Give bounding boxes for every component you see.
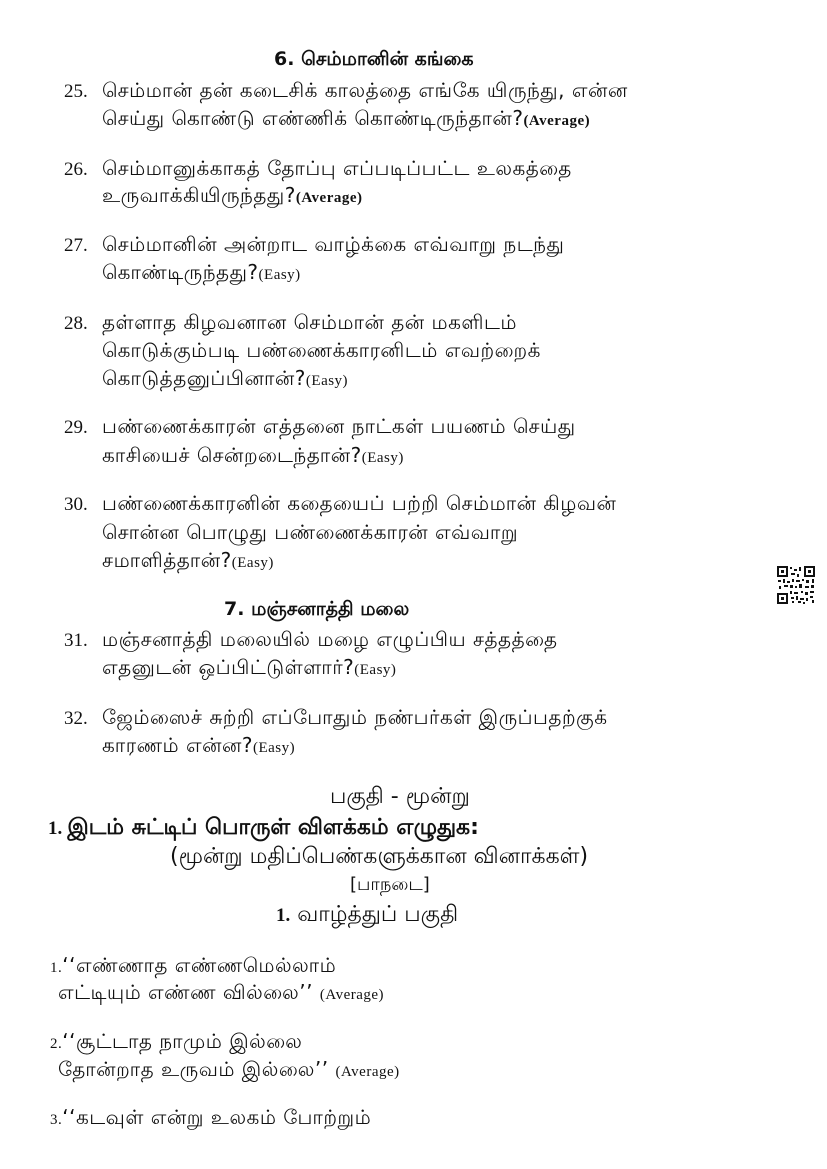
difficulty-tag: (Easy) xyxy=(258,267,301,283)
quote-text: ‘‘கடவுள் என்று உலகம் போற்றும் xyxy=(62,1105,372,1129)
quote-number: 2. xyxy=(50,1036,63,1052)
quote-number: 3. xyxy=(50,1112,63,1128)
question-number: 30. xyxy=(64,494,88,515)
section-number: 6. xyxy=(274,48,295,70)
question-line: சொன்ன பொழுது பண்ணைக்காரன் எவ்வாறு xyxy=(102,520,519,544)
question-number: 26. xyxy=(64,159,88,180)
section-number: 7. xyxy=(224,598,245,620)
question-text: காரணம் என்ன? xyxy=(102,733,253,757)
instruction-line xyxy=(48,815,479,843)
question-text: எதனுடன் ஒப்பிட்டுள்ளார்? xyxy=(102,655,355,679)
question-number: 25. xyxy=(64,81,88,102)
section-6-heading xyxy=(274,48,474,73)
question-text: கொண்டிருந்தது? xyxy=(102,260,259,284)
section-title: செம்மானின் கங்கை xyxy=(301,48,474,70)
section-7-heading xyxy=(224,598,409,623)
section-title: மஞ்சனாத்தி மலை xyxy=(251,598,410,620)
subsection-number: 1. xyxy=(276,905,291,926)
question-text: உருவாக்கியிருந்தது? xyxy=(102,183,296,207)
question-text: கொடுத்தனுப்பினான்? xyxy=(102,366,306,390)
quote-text: தோன்றாத உருவம் இல்லை’’ xyxy=(58,1057,329,1081)
question-line xyxy=(102,655,396,682)
question-number: 27. xyxy=(64,235,88,256)
difficulty-tag: (Easy) xyxy=(354,662,397,678)
instruction-subtitle: (மூன்று மதிப்பெண்களுக்கான வினாக்கள்) xyxy=(170,844,589,869)
question-number: 28. xyxy=(64,313,88,334)
question-line xyxy=(102,443,404,470)
question-number: 32. xyxy=(64,708,88,729)
quote-text: ‘‘சூட்டாத நாமும் இல்லை xyxy=(62,1029,303,1053)
question-line: செம்மான் தன் கடைசிக் காலத்தை எங்கே யிருந்து, என்ன xyxy=(102,78,628,102)
item-number: 1. xyxy=(48,818,63,839)
question-text: காசியைச் சென்றடைந்தான்? xyxy=(102,443,362,467)
quote-line xyxy=(58,980,384,1007)
question-line: பண்ணைக்காரன் எத்தனை நாட்கள் பயணம் செய்து xyxy=(102,414,576,438)
qr-code-icon xyxy=(776,565,816,605)
category-label: [பாநடை] xyxy=(350,874,430,895)
difficulty-tag: (Average) xyxy=(319,987,385,1003)
difficulty-tag: (Easy) xyxy=(252,740,296,756)
part-title: பகுதி - மூன்று xyxy=(330,784,470,809)
question-line: மஞ்சனாத்தி மலையில் மழை எழுப்பிய சத்தத்தை xyxy=(102,627,558,651)
question-line xyxy=(102,106,590,133)
quote-line xyxy=(50,1029,302,1056)
difficulty-tag: (Average) xyxy=(523,113,591,129)
quote-line xyxy=(58,1057,400,1084)
question-line: பண்ணைக்காரனின் கதையைப் பற்றி செம்மான் கிழவன் xyxy=(102,491,617,515)
difficulty-tag: (Easy) xyxy=(231,555,274,571)
question-text: சமாளித்தான்? xyxy=(102,548,232,572)
question-number: 31. xyxy=(64,630,88,651)
instruction-text: இடம் சுட்டிப் பொருள் விளக்கம் எழுதுக: xyxy=(67,815,479,840)
difficulty-tag: (Average) xyxy=(335,1064,400,1080)
difficulty-tag: (Average) xyxy=(295,190,363,206)
quote-number: 1. xyxy=(50,960,63,976)
question-line: ஜேம்ஸைச் சுற்றி எப்போதும் நண்பர்கள் இருப்பதற்குக் xyxy=(102,705,608,729)
question-text: செய்து கொண்டு எண்ணிக் கொண்டிருந்தான்? xyxy=(102,106,524,130)
quote-text: எட்டியும் எண்ண வில்லை’’ xyxy=(58,980,313,1004)
question-line: கொடுக்கும்படி பண்ணைக்காரனிடம் எவற்றைக் xyxy=(102,338,541,362)
difficulty-tag: (Easy) xyxy=(361,450,404,466)
quote-line xyxy=(50,1105,371,1132)
quote-line xyxy=(50,953,336,980)
question-number: 29. xyxy=(64,417,88,438)
question-line: செம்மானின் அன்றாட வாழ்க்கை எவ்வாறு நடந்து xyxy=(102,232,565,256)
subsection-heading xyxy=(276,902,458,930)
quote-text: ‘‘எண்ணாத எண்ணமெல்லாம் xyxy=(62,953,337,977)
question-line xyxy=(102,548,274,575)
question-line: தள்ளாத கிழவனான செம்மான் தன் மகளிடம் xyxy=(102,310,517,334)
question-line: செம்மானுக்காகத் தோப்பு எப்படிப்பட்ட உலகத்தை xyxy=(102,156,572,180)
question-line xyxy=(102,366,348,393)
difficulty-tag: (Easy) xyxy=(305,373,349,389)
subsection-title: வாழ்த்துப் பகுதி xyxy=(297,902,459,927)
question-line xyxy=(102,183,363,210)
question-line xyxy=(102,260,301,287)
question-line xyxy=(102,733,295,760)
